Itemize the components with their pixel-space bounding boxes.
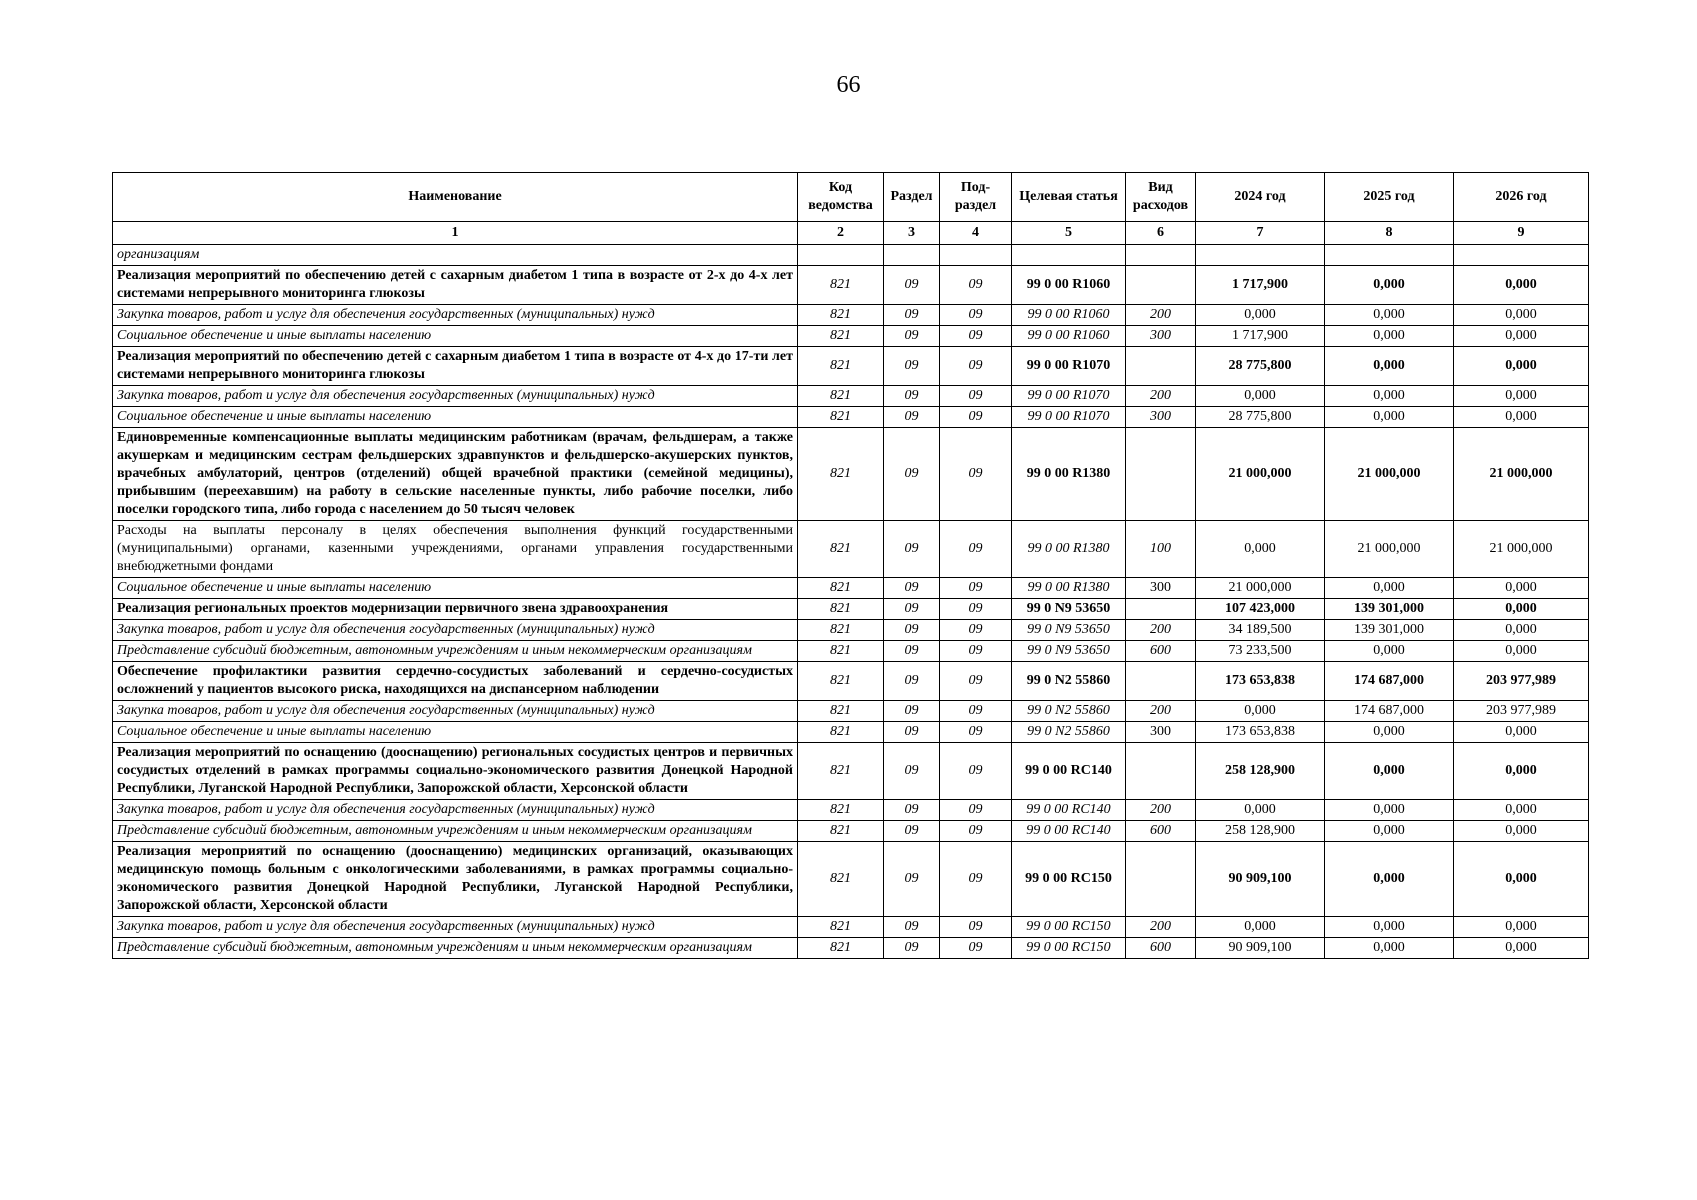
row-exp-type: [1126, 842, 1196, 917]
row-target: 99 0 00 RC150: [1012, 842, 1126, 917]
row-amount-2024: 28 775,800: [1196, 407, 1325, 428]
row-subsection: 09: [940, 938, 1012, 959]
row-name: Представление субсидий бюджетным, автономным учреждениям и иным некоммерческим организациям: [113, 821, 798, 842]
row-name: Реализация мероприятий по оснащению (дооснащению) региональных сосудистых центров и первичных сосудистых отделений в рамках программы социально-экономического развития Донецкой Народной Республики, Луганской Народной Республики, Запорожской области, Херсонской области: [113, 743, 798, 800]
row-subsection: 09: [940, 599, 1012, 620]
row-dept-code: 821: [798, 938, 884, 959]
row-amount-2024: 173 653,838: [1196, 662, 1325, 701]
row-subsection: 09: [940, 386, 1012, 407]
row-section: 09: [884, 641, 940, 662]
table-row: [113, 743, 1589, 800]
row-section: 09: [884, 428, 940, 521]
row-exp-type: 100: [1126, 521, 1196, 578]
row-subsection: 09: [940, 578, 1012, 599]
row-name: Социальное обеспечение и иные выплаты населению: [113, 326, 798, 347]
row-amount-2025: 0,000: [1325, 800, 1454, 821]
row-amount-2025: 21 000,000: [1325, 428, 1454, 521]
row-amount-2025: 0,000: [1325, 386, 1454, 407]
row-dept-code: [798, 245, 884, 266]
row-exp-type: [1126, 743, 1196, 800]
table-row: [113, 701, 1589, 722]
row-section: 09: [884, 743, 940, 800]
table-row: [113, 722, 1589, 743]
row-dept-code: 821: [798, 743, 884, 800]
row-dept-code: 821: [798, 578, 884, 599]
row-target: 99 0 00 R1380: [1012, 521, 1126, 578]
row-dept-code: 821: [798, 599, 884, 620]
table-row: [113, 821, 1589, 842]
col-header-2024: 2024 год: [1196, 173, 1325, 222]
col-number: 9: [1454, 222, 1589, 245]
row-name: Единовременные компенсационные выплаты медицинским работникам (врачам, фельдшерам, а также акушеркам и медицинским сестрам фельдшерских здравпунктов и фельдшерско-акушерских пунктов, врачебных амбулаторий, центров (отделений) общей врачебной практики (семейной медицины), прибывшим (переехавшим) на работу в сельские населенные пункты, либо рабочие поселки, либо поселки городского типа, либо города с населением до 50 тысяч человек: [113, 428, 798, 521]
row-amount-2025: 0,000: [1325, 407, 1454, 428]
row-dept-code: 821: [798, 842, 884, 917]
row-name: Реализация региональных проектов модернизации первичного звена здравоохранения: [113, 599, 798, 620]
row-name: Закупка товаров, работ и услуг для обеспечения государственных (муниципальных) нужд: [113, 620, 798, 641]
col-number: 8: [1325, 222, 1454, 245]
row-amount-2026: 0,000: [1454, 386, 1589, 407]
row-target: 99 0 N9 53650: [1012, 641, 1126, 662]
row-name: Реализация мероприятий по обеспечению детей с сахарным диабетом 1 типа в возрасте от 4-х до 17-ти лет системами непрерывного мониторинга глюкозы: [113, 347, 798, 386]
row-target: 99 0 00 RC140: [1012, 821, 1126, 842]
table-row: [113, 662, 1589, 701]
row-amount-2025: 0,000: [1325, 938, 1454, 959]
col-number: 2: [798, 222, 884, 245]
row-section: 09: [884, 266, 940, 305]
row-section: 09: [884, 599, 940, 620]
row-amount-2024: 0,000: [1196, 917, 1325, 938]
row-exp-type: 600: [1126, 938, 1196, 959]
table-row: [113, 305, 1589, 326]
row-dept-code: 821: [798, 917, 884, 938]
row-amount-2026: 0,000: [1454, 305, 1589, 326]
row-target: 99 0 00 R1060: [1012, 266, 1126, 305]
row-section: 09: [884, 662, 940, 701]
row-amount-2024: 21 000,000: [1196, 578, 1325, 599]
row-target: 99 0 N2 55860: [1012, 701, 1126, 722]
row-subsection: 09: [940, 701, 1012, 722]
row-target: [1012, 245, 1126, 266]
row-amount-2025: 0,000: [1325, 917, 1454, 938]
row-exp-type: [1126, 599, 1196, 620]
row-dept-code: 821: [798, 386, 884, 407]
row-section: 09: [884, 386, 940, 407]
row-amount-2025: 0,000: [1325, 305, 1454, 326]
row-dept-code: 821: [798, 326, 884, 347]
col-header-dept-code: Код ведомства: [798, 173, 884, 222]
row-amount-2025: 0,000: [1325, 842, 1454, 917]
row-subsection: 09: [940, 662, 1012, 701]
table-row: [113, 917, 1589, 938]
row-amount-2026: 0,000: [1454, 800, 1589, 821]
row-dept-code: 821: [798, 305, 884, 326]
row-section: 09: [884, 620, 940, 641]
row-subsection: 09: [940, 641, 1012, 662]
row-exp-type: [1126, 347, 1196, 386]
row-target: 99 0 N2 55860: [1012, 722, 1126, 743]
row-subsection: 09: [940, 326, 1012, 347]
row-subsection: 09: [940, 743, 1012, 800]
row-section: 09: [884, 305, 940, 326]
row-exp-type: 300: [1126, 578, 1196, 599]
row-target: 99 0 N9 53650: [1012, 620, 1126, 641]
col-number: 5: [1012, 222, 1126, 245]
row-subsection: 09: [940, 305, 1012, 326]
row-name: Социальное обеспечение и иные выплаты населению: [113, 407, 798, 428]
col-number: 6: [1126, 222, 1196, 245]
row-amount-2025: 139 301,000: [1325, 620, 1454, 641]
row-subsection: 09: [940, 917, 1012, 938]
row-target: 99 0 00 R1070: [1012, 347, 1126, 386]
row-section: 09: [884, 407, 940, 428]
row-dept-code: 821: [798, 701, 884, 722]
row-subsection: 09: [940, 521, 1012, 578]
table-row: [113, 800, 1589, 821]
row-name: Реализация мероприятий по оснащению (дооснащению) медицинских организаций, оказывающих медицинскую помощь больным с онкологическими заболеваниями, в рамках программы социально-экономического развития Донецкой Народной Республики, Луганской Народной Республики, Запорожской области, Херсонской области: [113, 842, 798, 917]
row-subsection: 09: [940, 428, 1012, 521]
row-amount-2025: 0,000: [1325, 578, 1454, 599]
row-amount-2026: 0,000: [1454, 266, 1589, 305]
row-name: Обеспечение профилактики развития сердечно-сосудистых заболеваний и сердечно-сосудистых осложнений у пациентов высокого риска, находящихся на диспансерном наблюдении: [113, 662, 798, 701]
row-section: 09: [884, 326, 940, 347]
row-subsection: 09: [940, 722, 1012, 743]
row-subsection: 09: [940, 620, 1012, 641]
table-row: [113, 842, 1589, 917]
row-dept-code: 821: [798, 662, 884, 701]
row-amount-2026: 0,000: [1454, 620, 1589, 641]
row-target: 99 0 00 RC150: [1012, 938, 1126, 959]
table-row: [113, 641, 1589, 662]
row-amount-2026: 203 977,989: [1454, 662, 1589, 701]
row-target: 99 0 00 R1380: [1012, 578, 1126, 599]
row-amount-2026: 0,000: [1454, 938, 1589, 959]
row-amount-2026: 203 977,989: [1454, 701, 1589, 722]
row-amount-2025: 0,000: [1325, 266, 1454, 305]
col-number: 4: [940, 222, 1012, 245]
row-amount-2024: 258 128,900: [1196, 821, 1325, 842]
row-amount-2024: 90 909,100: [1196, 842, 1325, 917]
row-amount-2025: 0,000: [1325, 821, 1454, 842]
row-section: 09: [884, 347, 940, 386]
col-number: 1: [113, 222, 798, 245]
row-amount-2026: 0,000: [1454, 743, 1589, 800]
row-amount-2024: 0,000: [1196, 521, 1325, 578]
row-amount-2026: 0,000: [1454, 821, 1589, 842]
row-exp-type: 600: [1126, 641, 1196, 662]
table-row: [113, 521, 1589, 578]
row-dept-code: 821: [798, 266, 884, 305]
row-exp-type: 200: [1126, 800, 1196, 821]
row-name: Закупка товаров, работ и услуг для обеспечения государственных (муниципальных) нужд: [113, 305, 798, 326]
row-amount-2025: [1325, 245, 1454, 266]
col-header-target: Целевая статья: [1012, 173, 1126, 222]
row-target: 99 0 00 RC140: [1012, 743, 1126, 800]
col-header-subsection: Под-раздел: [940, 173, 1012, 222]
table-row: [113, 599, 1589, 620]
row-subsection: 09: [940, 821, 1012, 842]
row-amount-2025: 139 301,000: [1325, 599, 1454, 620]
row-section: 09: [884, 800, 940, 821]
row-target: 99 0 00 R1060: [1012, 326, 1126, 347]
table-row: [113, 407, 1589, 428]
row-name: Представление субсидий бюджетным, автономным учреждениям и иным некоммерческим организациям: [113, 938, 798, 959]
row-amount-2026: 0,000: [1454, 842, 1589, 917]
row-exp-type: 200: [1126, 701, 1196, 722]
row-subsection: 09: [940, 800, 1012, 821]
row-section: 09: [884, 578, 940, 599]
row-amount-2026: 0,000: [1454, 917, 1589, 938]
row-amount-2025: 21 000,000: [1325, 521, 1454, 578]
row-section: [884, 245, 940, 266]
row-name: Представление субсидий бюджетным, автономным учреждениям и иным некоммерческим организациям: [113, 641, 798, 662]
table-row: [113, 578, 1589, 599]
row-amount-2024: 1 717,900: [1196, 326, 1325, 347]
column-number-row: [113, 222, 1589, 245]
row-amount-2024: 73 233,500: [1196, 641, 1325, 662]
row-amount-2024: [1196, 245, 1325, 266]
row-amount-2026: 0,000: [1454, 599, 1589, 620]
col-header-name: Наименование: [113, 173, 798, 222]
col-header-exp-type: Вид расходов: [1126, 173, 1196, 222]
row-amount-2026: 0,000: [1454, 407, 1589, 428]
col-header-2025: 2025 год: [1325, 173, 1454, 222]
col-header-2026: 2026 год: [1454, 173, 1589, 222]
row-target: 99 0 00 RC140: [1012, 800, 1126, 821]
row-amount-2024: 0,000: [1196, 386, 1325, 407]
row-name: Закупка товаров, работ и услуг для обеспечения государственных (муниципальных) нужд: [113, 701, 798, 722]
row-amount-2025: 0,000: [1325, 743, 1454, 800]
row-dept-code: 821: [798, 641, 884, 662]
row-name: организациям: [113, 245, 798, 266]
row-amount-2026: 0,000: [1454, 347, 1589, 386]
row-target: 99 0 N9 53650: [1012, 599, 1126, 620]
row-section: 09: [884, 701, 940, 722]
row-amount-2025: 0,000: [1325, 722, 1454, 743]
budget-table: [112, 172, 1589, 959]
table-header-row: [113, 173, 1589, 222]
row-exp-type: 200: [1126, 917, 1196, 938]
row-amount-2026: 0,000: [1454, 641, 1589, 662]
col-number: 3: [884, 222, 940, 245]
table-row: [113, 620, 1589, 641]
table-row: [113, 938, 1589, 959]
row-amount-2024: 21 000,000: [1196, 428, 1325, 521]
row-amount-2024: 0,000: [1196, 800, 1325, 821]
row-dept-code: 821: [798, 428, 884, 521]
row-amount-2024: 0,000: [1196, 701, 1325, 722]
table-row: [113, 386, 1589, 407]
row-target: 99 0 00 R1070: [1012, 386, 1126, 407]
row-amount-2024: 34 189,500: [1196, 620, 1325, 641]
row-amount-2024: 0,000: [1196, 305, 1325, 326]
row-name: Закупка товаров, работ и услуг для обеспечения государственных (муниципальных) нужд: [113, 917, 798, 938]
row-amount-2026: 21 000,000: [1454, 521, 1589, 578]
row-name: Закупка товаров, работ и услуг для обеспечения государственных (муниципальных) нужд: [113, 800, 798, 821]
row-amount-2025: 0,000: [1325, 347, 1454, 386]
row-target: 99 0 00 R1070: [1012, 407, 1126, 428]
row-amount-2024: 1 717,900: [1196, 266, 1325, 305]
row-exp-type: [1126, 266, 1196, 305]
row-dept-code: 821: [798, 407, 884, 428]
row-exp-type: [1126, 428, 1196, 521]
table-row: [113, 428, 1589, 521]
row-exp-type: 300: [1126, 407, 1196, 428]
row-subsection: 09: [940, 347, 1012, 386]
row-subsection: [940, 245, 1012, 266]
row-amount-2025: 174 687,000: [1325, 701, 1454, 722]
row-subsection: 09: [940, 842, 1012, 917]
row-subsection: 09: [940, 407, 1012, 428]
row-target: 99 0 00 R1380: [1012, 428, 1126, 521]
row-amount-2026: 21 000,000: [1454, 428, 1589, 521]
row-name: Социальное обеспечение и иные выплаты населению: [113, 578, 798, 599]
row-dept-code: 821: [798, 722, 884, 743]
row-amount-2026: 0,000: [1454, 578, 1589, 599]
row-exp-type: 200: [1126, 620, 1196, 641]
row-amount-2024: 28 775,800: [1196, 347, 1325, 386]
table-row: [113, 347, 1589, 386]
row-section: 09: [884, 722, 940, 743]
row-amount-2024: 90 909,100: [1196, 938, 1325, 959]
col-number: 7: [1196, 222, 1325, 245]
row-amount-2026: [1454, 245, 1589, 266]
row-target: 99 0 00 R1060: [1012, 305, 1126, 326]
table-row: [113, 266, 1589, 305]
table-row: [113, 245, 1589, 266]
row-exp-type: 300: [1126, 722, 1196, 743]
row-section: 09: [884, 917, 940, 938]
row-dept-code: 821: [798, 620, 884, 641]
row-amount-2025: 174 687,000: [1325, 662, 1454, 701]
row-amount-2026: 0,000: [1454, 722, 1589, 743]
row-name: Закупка товаров, работ и услуг для обеспечения государственных (муниципальных) нужд: [113, 386, 798, 407]
row-dept-code: 821: [798, 521, 884, 578]
row-dept-code: 821: [798, 347, 884, 386]
row-exp-type: 200: [1126, 386, 1196, 407]
row-name: Расходы на выплаты персоналу в целях обеспечения выполнения функций государственными (муниципальными) органами, казенными учреждениями, органами управления государственными внебюджетными фондами: [113, 521, 798, 578]
row-dept-code: 821: [798, 821, 884, 842]
row-amount-2024: 173 653,838: [1196, 722, 1325, 743]
row-amount-2024: 107 423,000: [1196, 599, 1325, 620]
row-exp-type: 300: [1126, 326, 1196, 347]
row-exp-type: [1126, 662, 1196, 701]
row-amount-2024: 258 128,900: [1196, 743, 1325, 800]
table-row: [113, 326, 1589, 347]
row-exp-type: 200: [1126, 305, 1196, 326]
row-section: 09: [884, 521, 940, 578]
row-exp-type: [1126, 245, 1196, 266]
row-dept-code: 821: [798, 800, 884, 821]
row-name: Реализация мероприятий по обеспечению детей с сахарным диабетом 1 типа в возрасте от 2-х до 4-х лет системами непрерывного мониторинга глюкозы: [113, 266, 798, 305]
row-name: Социальное обеспечение и иные выплаты населению: [113, 722, 798, 743]
row-amount-2026: 0,000: [1454, 326, 1589, 347]
row-target: 99 0 N2 55860: [1012, 662, 1126, 701]
row-section: 09: [884, 938, 940, 959]
row-amount-2025: 0,000: [1325, 326, 1454, 347]
row-section: 09: [884, 821, 940, 842]
page-number: 66: [836, 72, 861, 98]
row-amount-2025: 0,000: [1325, 641, 1454, 662]
row-section: 09: [884, 842, 940, 917]
row-subsection: 09: [940, 266, 1012, 305]
col-header-section: Раздел: [884, 173, 940, 222]
row-exp-type: 600: [1126, 821, 1196, 842]
row-target: 99 0 00 RC150: [1012, 917, 1126, 938]
